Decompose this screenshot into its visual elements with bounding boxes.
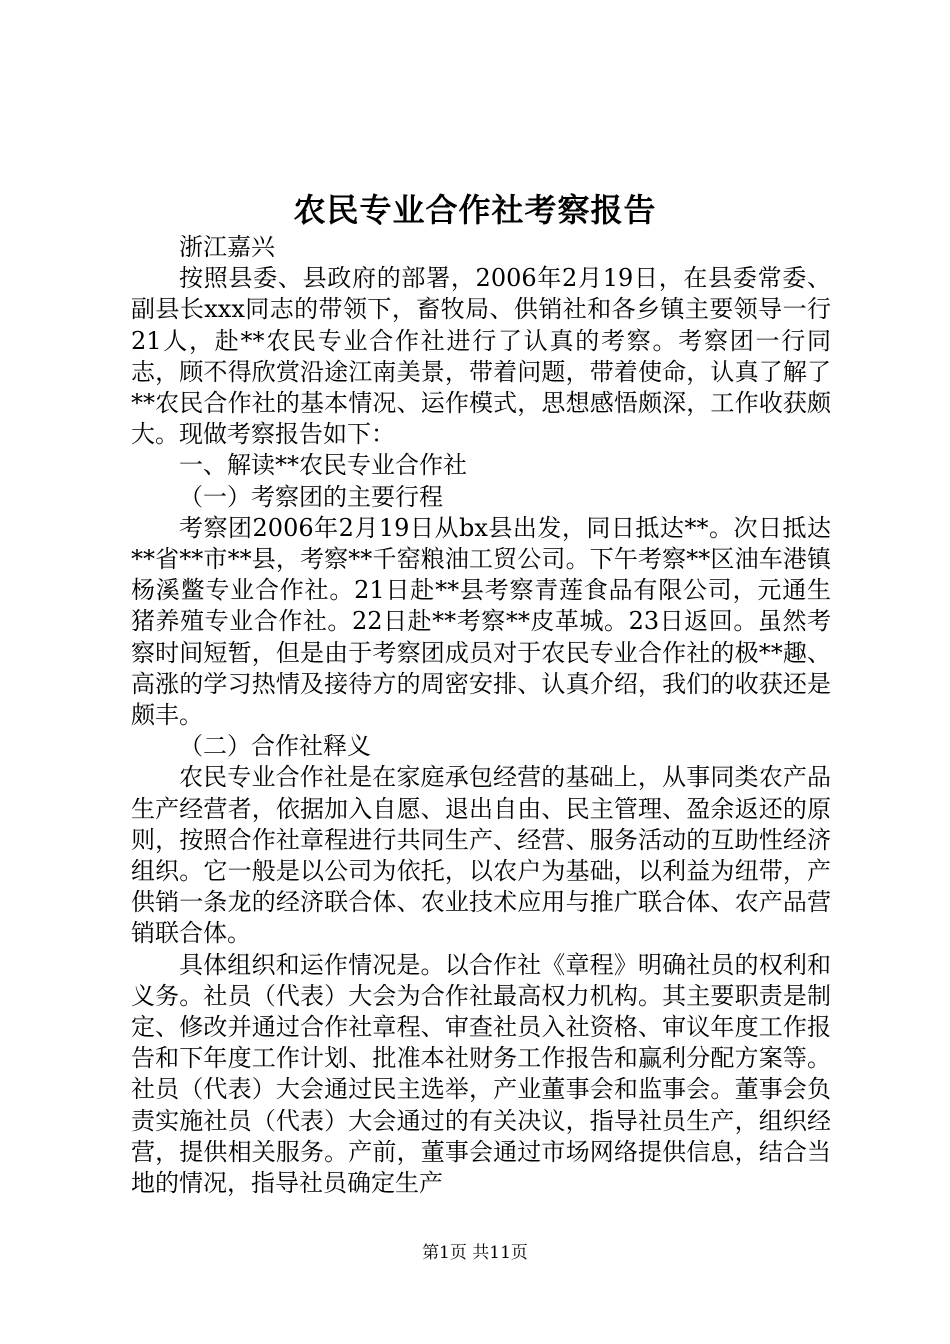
location-line: 浙江嘉兴 xyxy=(179,233,275,261)
subsection-heading-definition: （二）合作社释义 xyxy=(179,732,371,761)
page-footer: 第1页 共11页 xyxy=(422,1243,528,1263)
section-heading: 一、解读**农民专业合作社 xyxy=(179,451,467,480)
intro-paragraph: 按照县委、县政府的部署，2006年2月19日，在县委常委、副县长xxx同志的带领下，畜牧局、供销社和各乡镇主要领导一行21人，赴**农民专业合作社进行了认真的考察。考察团一行同志，顾不得欣赏沿途江南美景，带着问题，带着使命，认真了解了**农民合作社的基本情况、运作模式，思想感悟颇深，工作收获颇大。现做考察报告如下： xyxy=(131,264,831,449)
document-body xyxy=(131,232,831,1199)
subsection-heading-itinerary: （一）考察团的主要行程 xyxy=(179,482,443,511)
definition-paragraph: 农民专业合作社是在家庭承包经营的基础上，从事同类农产品生产经营者，依据加入自愿、退出自由、民主管理、盈余返还的原则，按照合作社章程进行共同生产、经营、服务活动的互助性经济组织。它一般是以公司为依托，以农户为基础，以利益为纽带，产供销一条龙的经济联合体、农业技术应用与推广联合体、农产品营销联合体。 xyxy=(131,763,831,948)
itinerary-paragraph: 考察团2006年2月19日从bx县出发，同日抵达**。次日抵达**省**市**县，考察**千窑粮油工贸公司。下午考察**区油车港镇杨溪鳖专业合作社。21日赴**县考察青莲食品有限公司，元通生猪养殖专业合作社。22日赴**考察**皮革城。23日返回。虽然考察时间短暂，但是由于考察团成员对于农民专业合作社的极**趣、高涨的学习热情及接待方的周密安排、认真介绍，我们的收获还是颇丰。 xyxy=(131,513,831,730)
organization-paragraph: 具体组织和运作情况是。以合作社《章程》明确社员的权利和义务。社员（代表）大会为合作社最高权力机构。其主要职责是制定、修改并通过合作社章程、审查社员入社资格、审议年度工作报告和下年度工作计划、批准本社财务工作报告和赢利分配方案等。社员（代表）大会通过民主选举，产业董事会和监事会。董事会负责实施社员（代表）大会通过的有关决议，指导社员生产，组织经营，提供相关服务。产前，董事会通过市场网络提供信息，结合当地的情况，指导社员确定生产 xyxy=(131,950,831,1198)
document-title: 农民专业合作社考察报告 xyxy=(293,191,657,229)
